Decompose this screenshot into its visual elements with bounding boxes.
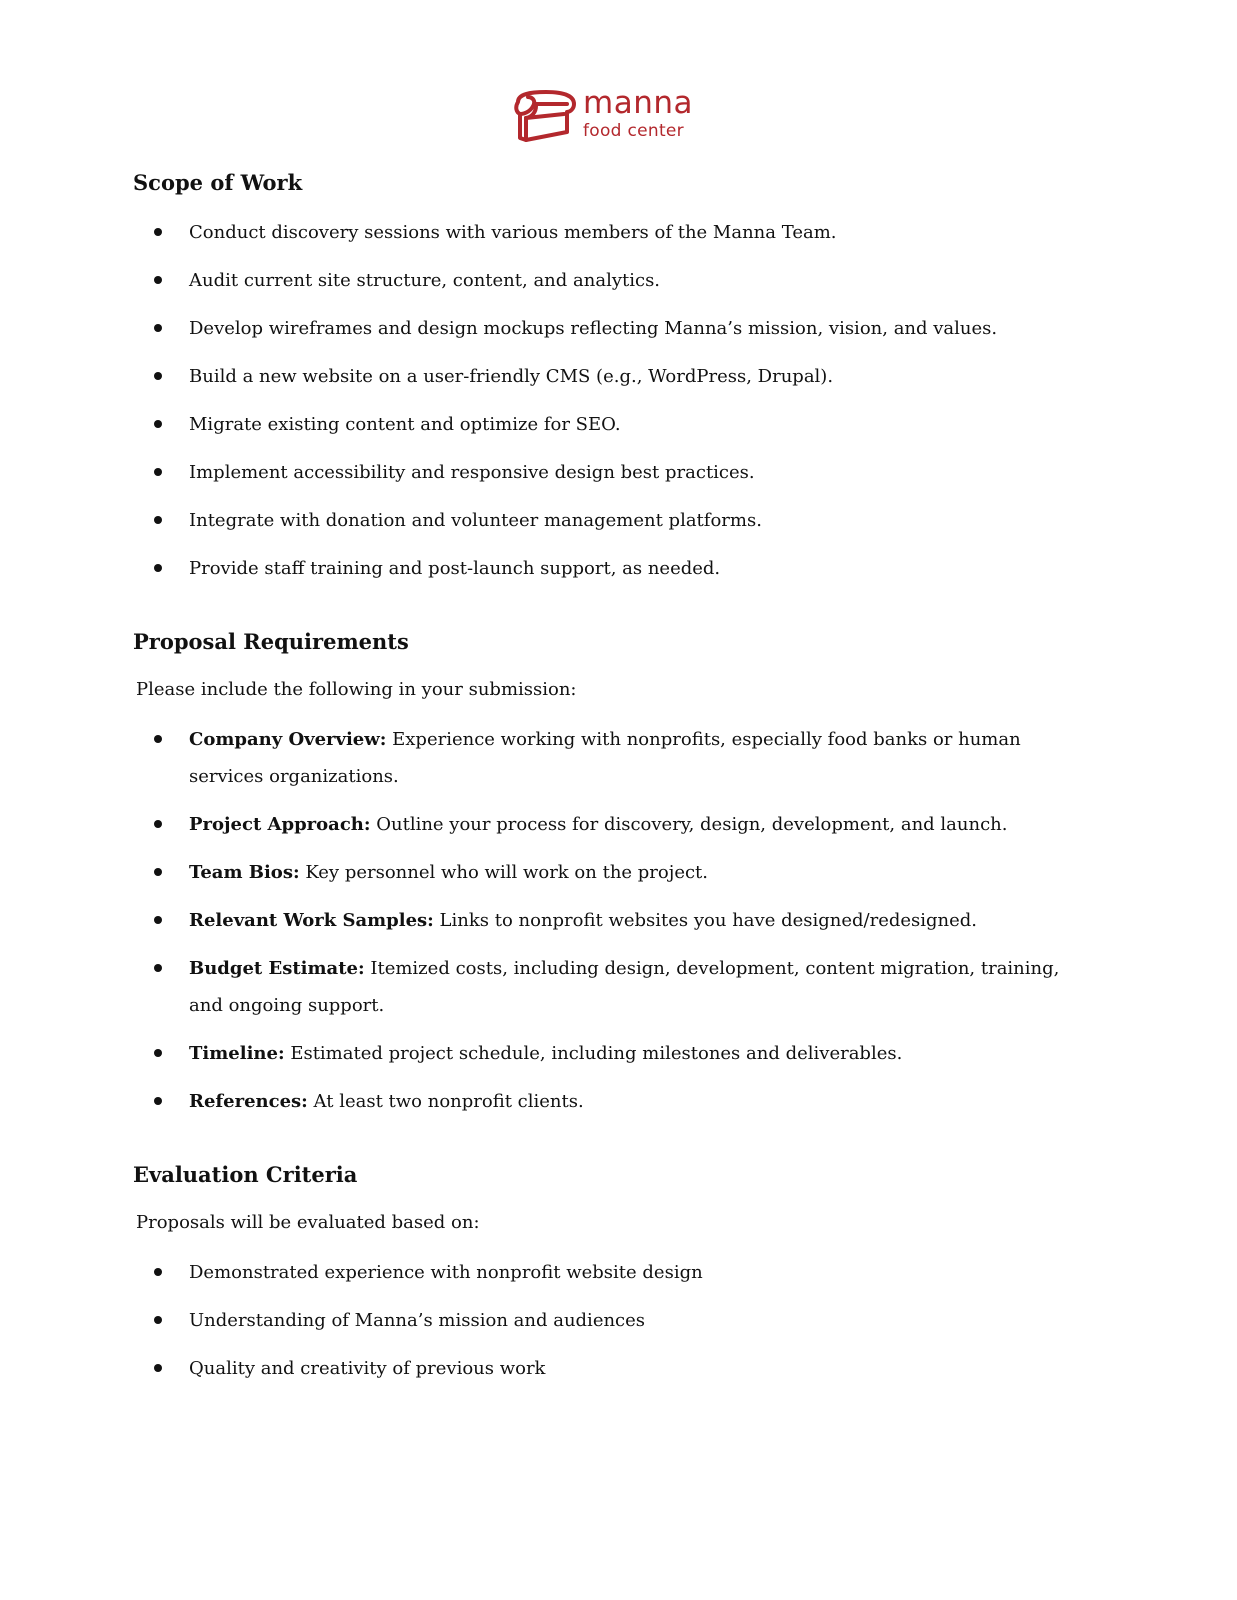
list-item (133, 902, 1093, 939)
item-text: Itemized costs, including design, development, content migration, training, and ongoing support. (189, 958, 1060, 1016)
list-item: Audit current site structure, content, and analytics. (133, 262, 1093, 299)
list-item (133, 806, 1093, 843)
proposal-heading: Proposal Requirements (133, 629, 409, 654)
list-item (133, 1083, 1093, 1120)
logo-wordmark: manna (583, 85, 693, 121)
scope-section (133, 166, 1093, 587)
item-label: Timeline: (189, 1043, 285, 1064)
list-item: Integrate with donation and volunteer management platforms. (133, 502, 1093, 539)
item-label: Relevant Work Samples: (189, 910, 434, 931)
item-text: Outline your process for discovery, design, development, and launch. (370, 814, 1008, 835)
list-item: Demonstrated experience with nonprofit website design (133, 1254, 1093, 1291)
list-item: Migrate existing content and optimize for SEO. (133, 406, 1093, 443)
list-item: Provide staff training and post-launch support, as needed. (133, 550, 1093, 587)
list-item (133, 854, 1093, 891)
list-item: Build a new website on a user-friendly CMS (e.g., WordPress, Drupal). (133, 358, 1093, 395)
proposal-intro: Please include the following in your submission: (136, 679, 577, 700)
list-item: Conduct discovery sessions with various members of the Manna Team. (133, 214, 1093, 251)
scope-list (133, 214, 1093, 587)
list-item (133, 721, 1093, 795)
item-label: Budget Estimate: (189, 958, 365, 979)
item-label: Team Bios: (189, 862, 300, 883)
scope-heading: Scope of Work (133, 170, 303, 195)
proposal-section (133, 625, 1093, 1120)
item-text: Key personnel who will work on the project. (299, 862, 709, 883)
manna-logo (512, 86, 712, 148)
document-body (133, 166, 1093, 1387)
list-item: Develop wireframes and design mockups reflecting Manna’s mission, vision, and values. (133, 310, 1093, 347)
list-item (133, 950, 1093, 1024)
evaluation-list (133, 1254, 1093, 1387)
list-item (133, 1035, 1093, 1072)
item-text: Links to nonprofit websites you have designed/redesigned. (433, 910, 978, 931)
list-item: Quality and creativity of previous work (133, 1350, 1093, 1387)
list-item: Implement accessibility and responsive design best practices. (133, 454, 1093, 491)
item-label: Company Overview: (189, 729, 387, 750)
item-label: References: (189, 1091, 308, 1112)
list-item: Understanding of Manna’s mission and audiences (133, 1302, 1093, 1339)
proposal-list (133, 721, 1093, 1120)
evaluation-section (133, 1158, 1093, 1387)
item-label: Project Approach: (189, 814, 371, 835)
logo-subtitle: food center (583, 121, 684, 141)
bread-loaf-icon (512, 88, 578, 146)
item-text: Estimated project schedule, including milestones and deliverables. (284, 1043, 903, 1064)
evaluation-intro: Proposals will be evaluated based on: (136, 1212, 480, 1233)
evaluation-heading: Evaluation Criteria (133, 1162, 358, 1187)
item-text: At least two nonprofit clients. (307, 1091, 584, 1112)
item-text: Experience working with nonprofits, especially food banks or human services organizations. (189, 729, 1021, 787)
